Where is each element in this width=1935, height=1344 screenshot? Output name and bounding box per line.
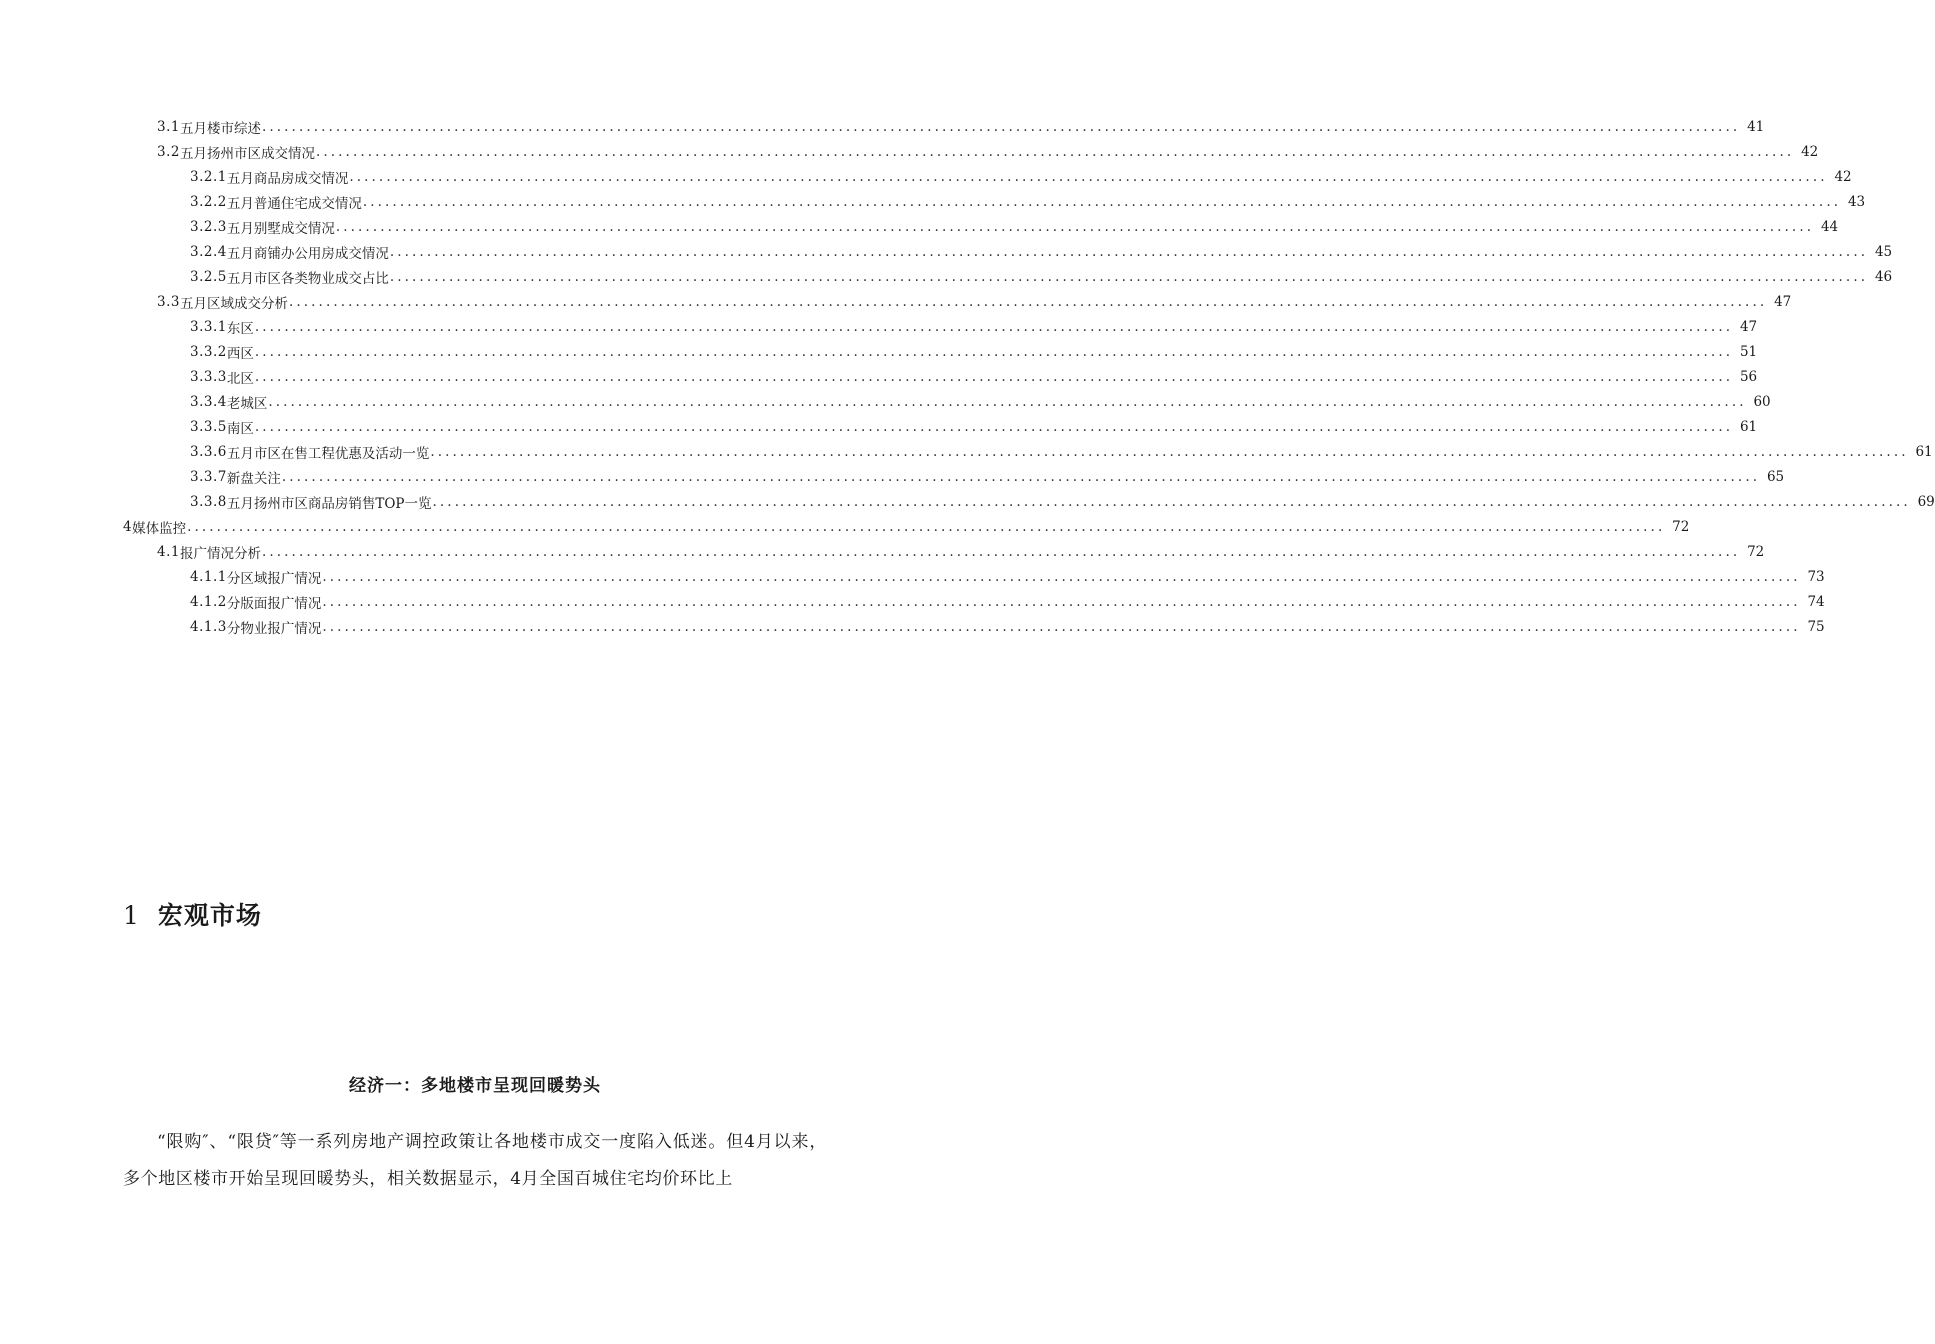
toc-entry[interactable] [0, 564, 1825, 589]
toc-entry-page: 47 [1739, 318, 1758, 335]
toc-dot-leader: ........................................................................................................................................................................................................ [430, 443, 1909, 460]
toc-entry-number: 3.3.4 [190, 393, 227, 410]
toc-entry-number: 3.3.6 [190, 443, 227, 460]
toc-entry-title: 老城区 [226, 395, 268, 412]
toc-dot-leader: ........................................................................................................................................................................................................ [322, 568, 1801, 585]
toc-entry-title: 新盘关注 [226, 470, 281, 487]
toc-entry-number: 3.2.4 [190, 243, 227, 260]
toc-entry-page: 44 [1820, 218, 1839, 235]
toc-entry-title: 东区 [226, 320, 254, 337]
toc-entry-number: 3.3.8 [190, 493, 227, 510]
toc-dot-leader: ........................................................................................................................................................................................................ [268, 393, 1747, 410]
toc-dot-leader: ........................................................................................................................................................................................................ [432, 493, 1911, 510]
toc-entry-number: 3.2.1 [190, 168, 227, 185]
toc-entry-page: 51 [1739, 343, 1758, 360]
body-paragraph: “限购″、“限贷″等一系列房地产调控政策让各地楼市成交一度陷入低迷。但4月以来，多个地区楼市开始呈现回暖势头，相关数据显示，4月全国百城住宅均价环比上 [123, 1132, 827, 1189]
toc-entry-number: 4 [123, 518, 133, 535]
toc-dot-leader: ........................................................................................................................................................................................................ [335, 218, 1815, 235]
toc-entry[interactable] [0, 514, 1690, 539]
toc-entry-page: 65 [1766, 468, 1785, 485]
toc-dot-leader: ........................................................................................................................................................................................................ [254, 418, 1734, 435]
table-of-contents [0, 114, 1935, 639]
toc-entry-number: 3.2.2 [190, 193, 227, 210]
toc-dot-leader: ........................................................................................................................................................................................................ [362, 193, 1842, 210]
toc-dot-leader: ........................................................................................................................................................................................................ [322, 593, 1801, 610]
toc-entry-title: 西区 [226, 345, 254, 362]
toc-entry-number: 3.3.3 [190, 368, 227, 385]
toc-dot-leader: ........................................................................................................................................................................................................ [261, 543, 1741, 560]
toc-dot-leader: ........................................................................................................................................................................................................ [187, 518, 1666, 535]
toc-entry[interactable] [0, 264, 1893, 289]
toc-entry-title: 南区 [226, 420, 254, 437]
toc-entry-page: 60 [1753, 393, 1771, 410]
toc-entry-page: 72 [1672, 518, 1690, 535]
toc-entry-title: 五月商铺办公用房成交情况 [226, 245, 389, 262]
toc-dot-leader: ........................................................................................................................................................................................................ [254, 368, 1734, 385]
toc-entry-title: 分区域报广情况 [226, 570, 322, 587]
toc-entry[interactable] [0, 489, 1935, 514]
toc-entry-title: 五月市区各类物业成交占比 [226, 270, 389, 287]
toc-entry-title: 分版面报广情况 [226, 595, 322, 612]
toc-entry-number: 4.1.3 [190, 618, 227, 635]
toc-entry[interactable] [0, 589, 1825, 614]
toc-entry-title: 北区 [226, 370, 254, 387]
toc-entry[interactable] [0, 464, 1785, 489]
toc-entry-title: 五月别墅成交情况 [226, 220, 335, 237]
toc-entry-page: 56 [1739, 368, 1758, 385]
toc-entry-page: 73 [1807, 568, 1825, 585]
toc-entry-page: 42 [1834, 168, 1852, 185]
toc-entry[interactable] [0, 389, 1771, 414]
toc-entry-page: 75 [1807, 618, 1825, 635]
toc-entry[interactable] [0, 164, 1852, 189]
toc-dot-leader: ........................................................................................................................................................................................................ [389, 268, 1869, 285]
toc-entry[interactable] [0, 114, 1765, 139]
toc-entry-number: 3.1 [157, 118, 180, 135]
toc-entry-page: 69 [1917, 493, 1935, 510]
section-title: 经济一：多地楼市呈现回暖势头 [349, 1076, 601, 1096]
toc-dot-leader: ........................................................................................................................................................................................................ [288, 293, 1768, 310]
toc-entry-title: 五月扬州市区成交情况 [179, 145, 315, 162]
toc-entry[interactable] [0, 289, 1792, 314]
toc-entry-page: 45 [1874, 243, 1893, 260]
toc-entry-number: 4.1 [157, 543, 180, 560]
toc-entry-page: 42 [1801, 143, 1819, 160]
toc-entry[interactable] [0, 364, 1758, 389]
toc-entry-title: 报广情况分析 [179, 545, 261, 562]
toc-entry-number: 3.2.3 [190, 218, 227, 235]
toc-entry[interactable] [0, 614, 1825, 639]
toc-entry[interactable] [0, 439, 1933, 464]
toc-entry-number: 4.1.2 [190, 593, 227, 610]
toc-entry-title: 五月区域成交分析 [179, 295, 288, 312]
chapter-title: 宏观市场 [157, 901, 262, 930]
toc-dot-leader: ........................................................................................................................................................................................................ [254, 343, 1734, 360]
toc-entry-title: 五月楼市综述 [179, 120, 261, 137]
toc-entry-number: 3.2 [157, 143, 180, 160]
toc-entry-page: 72 [1747, 543, 1765, 560]
toc-entry-page: 61 [1915, 443, 1933, 460]
toc-entry[interactable] [0, 239, 1893, 264]
toc-entry[interactable] [0, 314, 1758, 339]
toc-entry-page: 43 [1847, 193, 1866, 210]
toc-dot-leader: ........................................................................................................................................................................................................ [261, 118, 1741, 135]
toc-entry-title: 媒体监控 [132, 520, 187, 537]
toc-entry[interactable] [0, 214, 1839, 239]
toc-dot-leader: ........................................................................................................................................................................................................ [322, 618, 1801, 635]
toc-entry-number: 3.3.2 [190, 343, 227, 360]
toc-entry-page: 41 [1747, 118, 1765, 135]
toc-entry[interactable] [0, 189, 1866, 214]
toc-dot-leader: ........................................................................................................................................................................................................ [254, 318, 1734, 335]
chapter-number: 1 [123, 901, 140, 930]
toc-entry[interactable] [0, 414, 1758, 439]
toc-entry-title: 五月扬州市区商品房销售TOP一览 [226, 495, 432, 512]
toc-dot-leader: ........................................................................................................................................................................................................ [349, 168, 1828, 185]
toc-entry-title: 五月商品房成交情况 [226, 170, 349, 187]
toc-dot-leader: ........................................................................................................................................................................................................ [389, 243, 1869, 260]
toc-entry-title: 五月普通住宅成交情况 [226, 195, 362, 212]
toc-entry[interactable] [0, 139, 1819, 164]
toc-entry-page: 74 [1807, 593, 1825, 610]
toc-entry-number: 3.3.5 [190, 418, 227, 435]
toc-entry-number: 3.2.5 [190, 268, 227, 285]
chapter-heading [123, 896, 262, 932]
toc-dot-leader: ........................................................................................................................................................................................................ [315, 143, 1795, 160]
toc-entry-title: 五月市区在售工程优惠及活动一览 [226, 445, 430, 462]
toc-entry[interactable] [0, 539, 1765, 564]
toc-entry-number: 3.3 [157, 293, 180, 310]
toc-entry-number: 4.1.1 [190, 568, 227, 585]
toc-entry-page: 61 [1739, 418, 1758, 435]
toc-entry-page: 46 [1874, 268, 1893, 285]
toc-entry-title: 分物业报广情况 [226, 620, 322, 637]
toc-entry-page: 47 [1774, 293, 1792, 310]
toc-entry[interactable] [0, 339, 1758, 364]
toc-dot-leader: ........................................................................................................................................................................................................ [281, 468, 1761, 485]
toc-entry-number: 3.3.1 [190, 318, 227, 335]
toc-entry-number: 3.3.7 [190, 468, 227, 485]
